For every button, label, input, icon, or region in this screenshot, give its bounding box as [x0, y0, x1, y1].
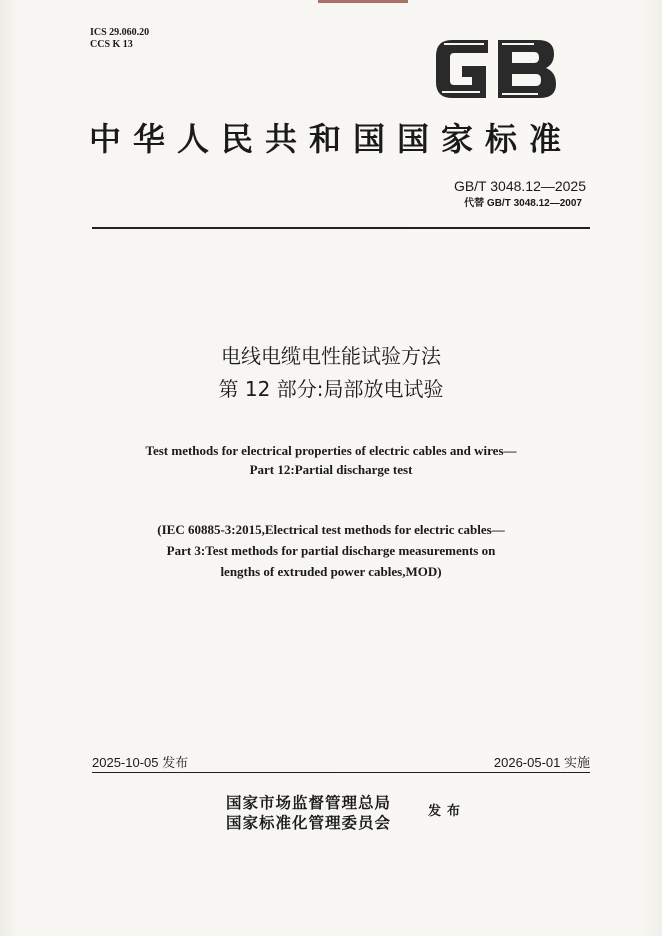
chinese-title-line-2: 第 12 部分:局部放电试验	[218, 377, 444, 401]
classification-block	[90, 27, 149, 51]
ics-code: ICS 29.060.20	[90, 27, 150, 38]
implementation-date: 2026-05-01 实施	[493, 755, 590, 770]
replaces-standard: 代替 GB/T 3048.12—2007	[464, 198, 582, 209]
iec-reference	[0, 519, 662, 582]
iec-reference-line-1: (IEC 60885-3:2015,Electrical test methods for electric cables—	[157, 522, 505, 537]
chinese-title-line-1: 电线电缆电性能试验方法	[221, 344, 441, 368]
standard-number: GB/T 3048.12—2025	[453, 178, 586, 194]
ccs-code: CCS K 13	[90, 39, 133, 50]
publish-label: 发布	[428, 804, 467, 819]
national-standard-title: 中华人民共和国国家标准	[88, 120, 573, 158]
issuer-sac: 国家标准化管理委员会	[226, 813, 392, 832]
gb-logo	[430, 34, 562, 104]
gb-logo-b-letter	[498, 40, 556, 98]
issuing-authorities	[226, 793, 391, 833]
issue-date: 2025-10-05 发布	[92, 755, 189, 770]
issuer-samr: 国家市场监督管理总局	[226, 793, 392, 812]
gb-logo-g-letter	[436, 40, 488, 98]
chinese-title	[0, 340, 662, 406]
english-title	[0, 441, 662, 479]
iec-reference-line-3: lengths of extruded power cables,MOD)	[220, 564, 442, 579]
footer-divider	[92, 772, 590, 773]
scan-edge-mark	[318, 0, 408, 3]
english-title-line-1: Test methods for electrical properties of electric cables and wires—	[145, 443, 517, 458]
header-divider	[92, 227, 590, 229]
iec-reference-line-2: Part 3:Test methods for partial discharge measurements on	[166, 543, 496, 558]
english-title-line-2: Part 12:Partial discharge test	[249, 462, 413, 477]
